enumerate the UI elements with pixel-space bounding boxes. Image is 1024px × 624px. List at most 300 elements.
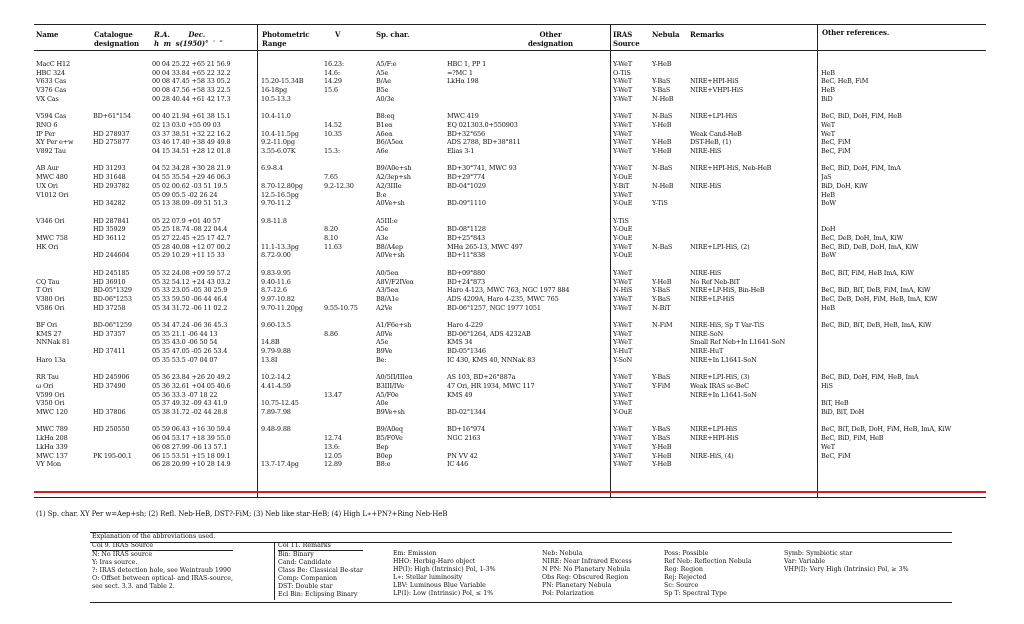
cell-name: ω Ori bbox=[36, 381, 54, 390]
table-row bbox=[0, 269, 1024, 277]
cell-remarks: NIRE-HiS, Sp T Var-TiS bbox=[690, 321, 765, 329]
cell-v: 12.89 bbox=[324, 460, 342, 469]
cell-other-designation: BD-02°1344 bbox=[447, 408, 486, 416]
cell-remarks: NIRE+LPI-HiS, (2) bbox=[690, 242, 750, 251]
cell-sp-char: A5e bbox=[376, 68, 389, 77]
table-row bbox=[0, 243, 1024, 251]
cell-iras: Y-TiS bbox=[613, 216, 629, 225]
cell-radec: 05 32 54.12 +24 43 03.2 bbox=[152, 277, 231, 286]
cell-photometric: 16-18pg bbox=[261, 86, 288, 95]
footnote: (1) Sp. char. XY Per w=Aep+sh; (2) Refl. Neb-HeB, DST?-FiM; (3) Neb like star-HeB; (4) High L∗+PN?+Ring Neb-HeB bbox=[36, 510, 448, 518]
abbrev-entry: O: Offset between optical- and IRAS-source, bbox=[92, 575, 234, 582]
cell-radec: 04 55 35.54 +29 46 06.3 bbox=[152, 173, 231, 182]
cell-nebula: Y-HeB bbox=[652, 120, 672, 129]
cell-sp-char: B/Ae bbox=[376, 77, 391, 86]
cell-name: V350 Ori bbox=[36, 399, 65, 408]
cell-nebula: N-HeB bbox=[652, 181, 674, 190]
cell-radec: 00 08 47.56 +58 33 22.5 bbox=[152, 86, 231, 95]
cell-photometric: 13.8I bbox=[261, 355, 278, 364]
abbrev-title: Explanation of the abbreviations used. bbox=[92, 533, 216, 540]
cell-other-references: HeB bbox=[821, 68, 835, 77]
abbrev-entry: Cand: Candidate bbox=[278, 559, 332, 566]
cell-iras: Y-WeT bbox=[613, 268, 633, 277]
header-nebula: Nebula bbox=[652, 30, 680, 39]
cell-sp-char: A0Ve+sh bbox=[376, 251, 405, 260]
cell-name: V346 Ori bbox=[36, 216, 65, 225]
table-row bbox=[0, 147, 1024, 155]
abbrev-entry: Ref Neb: Reflection Nebula bbox=[664, 558, 752, 565]
abbreviations-table bbox=[90, 532, 952, 602]
abbrev-bottom-rule bbox=[90, 602, 952, 603]
cell-other-references: BeC, FiM bbox=[821, 138, 851, 147]
abbrev-col-heading bbox=[393, 542, 496, 550]
cell-catalogue: HD 34282 bbox=[93, 199, 126, 208]
cell-photometric: 9.79-9.88 bbox=[261, 347, 291, 356]
cell-radec: 05 25 18.74 -08 22 04.4 bbox=[152, 225, 228, 234]
abbrev-entry: Obs Reg: Obscured Region bbox=[542, 574, 629, 581]
cell-radec: 05 29 10.29 +11 15 33 bbox=[152, 251, 225, 260]
abbrev-entry: DST: Double star bbox=[278, 583, 333, 590]
cell-v: 16.23: bbox=[324, 60, 344, 68]
cell-name: AB Aur bbox=[36, 164, 59, 173]
cell-sp-char: A0Ve+sh bbox=[376, 199, 405, 208]
cell-catalogue: HD 36112 bbox=[93, 234, 126, 242]
abbrev-entry: Y: Iras source. bbox=[92, 559, 138, 566]
cell-other-references: BeC, BiT, DeB, DoH, FiM, HeB, ImA, KiW bbox=[821, 425, 952, 434]
cell-remarks: NIRE+LP-HiS, Bin-HeB bbox=[690, 286, 765, 295]
cell-catalogue: HD 37411 bbox=[93, 347, 126, 356]
cell-radec: 05 35 47.05 -05 26 53.4 bbox=[152, 347, 228, 356]
cell-other-designation: BD+29°774 bbox=[447, 173, 486, 182]
cell-radec: 05 27 22.45 +25 17 42.7 bbox=[152, 234, 231, 242]
abbrev-col-heading bbox=[664, 542, 752, 550]
cell-photometric: 13.7-17.4pg bbox=[261, 460, 299, 469]
red-rule bbox=[34, 491, 986, 493]
cell-iras: Y-WeT bbox=[613, 442, 633, 451]
cell-other-references: BeC, DeB, DoH, ImA, KiW bbox=[821, 234, 904, 242]
cell-nebula: Y-FiM bbox=[652, 381, 671, 390]
cell-other-references: BoW bbox=[821, 199, 836, 208]
cell-name: XY Per e+w bbox=[36, 138, 74, 147]
cell-remarks: NIRE-HiS bbox=[690, 181, 722, 190]
abbrev-entry: Symb: Symbiotic star bbox=[784, 550, 853, 557]
cell-radec: 05 13 38.09 -09 51 51.3 bbox=[152, 199, 228, 208]
table-row bbox=[0, 373, 1024, 381]
abbrev-entry: NIRE: Near Infrared Excess bbox=[542, 558, 632, 565]
cell-other-designation: IC 430, KMS 40, NNNak 83 bbox=[447, 355, 536, 364]
cell-catalogue: HD 275877 bbox=[93, 138, 130, 147]
cell-remarks: Weak Cand-HeB bbox=[690, 129, 742, 138]
cell-name: MWC 758 bbox=[36, 234, 68, 242]
cell-sp-char: B5/F0Ve bbox=[376, 434, 403, 443]
cell-catalogue: BD-06°1259 bbox=[93, 321, 132, 329]
cell-sp-char: B9Ve+sh bbox=[376, 408, 405, 416]
cell-name: IP Per bbox=[36, 129, 56, 138]
table-row bbox=[0, 278, 1024, 286]
cell-name: MWC 120 bbox=[36, 408, 68, 416]
cell-iras: Y-OuE bbox=[613, 199, 633, 208]
cell-other-designation: Elias 3-1 bbox=[447, 147, 475, 155]
cell-iras: Y-WeT bbox=[613, 60, 633, 68]
cell-sp-char: B5e bbox=[376, 86, 389, 95]
abbrev-col-remarks-2 bbox=[393, 542, 496, 598]
cell-iras: Y-SoN bbox=[613, 355, 633, 364]
cell-sp-char: A2/3ep+sh bbox=[376, 173, 411, 182]
cell-name: LkHα 208 bbox=[36, 434, 68, 443]
cell-nebula: Y-HeB bbox=[652, 460, 672, 469]
cell-sp-char: B8/A1e bbox=[376, 294, 399, 303]
cell-other-references: HiS bbox=[821, 381, 833, 390]
cell-other-designation: KMS 49 bbox=[447, 390, 473, 399]
cell-other-designation: BD+32°656 bbox=[447, 129, 486, 138]
cell-photometric: 6.9-8.4 bbox=[261, 164, 283, 173]
cell-name: V586 Ori bbox=[36, 303, 65, 312]
cell-v: 15.6 bbox=[324, 86, 338, 95]
abbrev-entry: Sc: Source bbox=[664, 582, 699, 589]
cell-catalogue: HD 244604 bbox=[93, 251, 130, 260]
cell-radec: 05 35 21.1 -06 44 13 bbox=[152, 329, 218, 338]
cell-catalogue: HD 35929 bbox=[93, 225, 126, 234]
cell-other-references: WeT bbox=[821, 442, 835, 451]
cell-sp-char: A5/F0e bbox=[376, 390, 399, 399]
cell-remarks: NIRE-HuT bbox=[690, 347, 724, 356]
cell-iras: Y-WeT bbox=[613, 138, 633, 147]
cell-nebula: Y-BaS bbox=[652, 294, 671, 303]
table-row bbox=[0, 199, 1024, 207]
cell-catalogue: PK 195-00.1 bbox=[93, 451, 132, 460]
abbrev-col-remarks-5 bbox=[784, 542, 909, 574]
cell-other-references: WeT bbox=[821, 129, 835, 138]
table-row bbox=[0, 295, 1024, 303]
cell-other-designation: BD-06°1257, NGC 1977 1051 bbox=[447, 303, 541, 312]
cell-other-designation: IC 446 bbox=[447, 460, 469, 469]
cell-photometric: 10.75-12.45 bbox=[261, 399, 299, 408]
cell-radec: 05 09 05.5 -02 26 24 bbox=[152, 190, 218, 199]
table-row bbox=[0, 408, 1024, 416]
cell-other-designation: MHα 265-13, MWC 497 bbox=[447, 242, 523, 251]
cell-photometric: 10.2-14.2 bbox=[261, 373, 291, 382]
bottom-rule bbox=[34, 497, 986, 498]
cell-sp-char: B9Ve bbox=[376, 347, 393, 356]
cell-nebula: N-BaS bbox=[652, 242, 673, 251]
abbrev-entry: see sect. 3.3. and Table 2. bbox=[92, 583, 175, 590]
cell-remarks: DST-HeB, (1) bbox=[690, 138, 732, 147]
cell-nebula: Y-BaS bbox=[652, 77, 671, 86]
cell-iras: Y-WeT bbox=[613, 242, 633, 251]
table-row bbox=[0, 443, 1024, 451]
cell-iras: Y-OuE bbox=[613, 234, 633, 242]
cell-iras: Y-WeT bbox=[613, 294, 633, 303]
cell-photometric: 4.41-4.59 bbox=[261, 381, 291, 390]
cell-v: 8.20 bbox=[324, 225, 338, 234]
table-row bbox=[0, 391, 1024, 399]
cell-name: RR Tau bbox=[36, 373, 59, 382]
abbrev-col-iras bbox=[92, 542, 233, 591]
cell-sp-char: B:e bbox=[376, 190, 387, 199]
cell-sp-char: B8:e bbox=[376, 460, 391, 469]
table-row bbox=[0, 321, 1024, 329]
cell-name: RNO 6 bbox=[36, 120, 58, 129]
cell-radec: 06 28 20.99 +10 28 14.9 bbox=[152, 460, 231, 469]
cell-other-designation: BD-08°1128 bbox=[447, 225, 486, 234]
cell-sp-char: B0ep bbox=[376, 451, 393, 460]
cell-v: 8.10 bbox=[324, 234, 338, 242]
cell-remarks: NIRE-HiS, (4) bbox=[690, 451, 734, 460]
cell-other-designation: BD-05°1346 bbox=[447, 347, 486, 356]
cell-sp-char: A2/3IIIe bbox=[376, 181, 402, 190]
cell-nebula: N-BiT bbox=[652, 303, 671, 312]
cell-remarks: NIRE+In L1641-SoN bbox=[690, 390, 757, 399]
cell-other-references: BeC, BiD, BiT, DeB, FiM, ImA, KiW bbox=[821, 286, 931, 295]
cell-sp-char: A0/5eα bbox=[376, 268, 399, 277]
top-rule bbox=[34, 24, 986, 25]
cell-other-designation: =?MC 1 bbox=[447, 68, 473, 77]
cell-iras: Y-WeT bbox=[613, 460, 633, 469]
cell-other-designation: NGC 2163 bbox=[447, 434, 481, 443]
cell-radec: 03 46 17.40 +38 49 49.8 bbox=[152, 138, 231, 147]
table-row bbox=[0, 69, 1024, 77]
cell-nebula: Y-HeB bbox=[652, 138, 672, 147]
cell-catalogue: HD 31648 bbox=[93, 173, 126, 182]
cell-other-references: BeC, FiM bbox=[821, 451, 851, 460]
abbrev-entry: N: No IRAS source bbox=[92, 551, 153, 558]
table-row bbox=[0, 225, 1024, 233]
cell-iras: Y-WeT bbox=[613, 381, 633, 390]
abbrev-entry: Ecl Bin: Eclipsing Binary bbox=[278, 591, 358, 598]
cell-photometric: 11.1-13.3pg bbox=[261, 242, 299, 251]
header-v: V bbox=[335, 30, 341, 39]
cell-photometric: 12.5-16.5pg bbox=[261, 190, 299, 199]
abbrev-entry: LBV: Luminous Blue Variable bbox=[393, 582, 486, 589]
cell-photometric: 3.55-6.07K bbox=[261, 147, 296, 155]
cell-other-designation: AS 103, BD+26°887a bbox=[447, 373, 516, 382]
cell-sp-char: A0/3e bbox=[376, 94, 395, 103]
cell-iras: Y-OuE bbox=[613, 408, 633, 416]
table-row bbox=[0, 104, 1024, 112]
cell-sp-char: B9/A0eq bbox=[376, 425, 403, 434]
cell-sp-char: A5e bbox=[376, 225, 389, 234]
abbrev-entry: VHP(I): Very High (Intrinsic) Pol, ≥ 3% bbox=[784, 566, 909, 573]
cell-name: V594 Cas bbox=[36, 112, 67, 121]
cell-radec: 05 34 47.24 -06 36 45.3 bbox=[152, 321, 228, 329]
table-row bbox=[0, 312, 1024, 320]
cell-other-designation: BD+30°741, MWC 93 bbox=[447, 164, 517, 173]
cell-v: 12.05 bbox=[324, 451, 342, 460]
abbrev-entry: Var: Variable bbox=[784, 558, 826, 565]
cell-remarks: NIRE+LPI-HiS bbox=[690, 112, 738, 121]
table-row bbox=[0, 365, 1024, 373]
cell-photometric: 8.70-12.80pg bbox=[261, 181, 303, 190]
cell-radec: 00 08 47.45 +58 33 05.2 bbox=[152, 77, 231, 86]
cell-iras: Y-WeT bbox=[613, 277, 633, 286]
cell-radec: 03 37 38.51 +32 22 16.2 bbox=[152, 129, 231, 138]
cell-other-designation: MWC 419 bbox=[447, 112, 479, 121]
cell-other-designation: Haro 4-123, MWC 763, NGC 1977 884 bbox=[447, 286, 570, 295]
table-row bbox=[0, 251, 1024, 259]
cell-radec: 06 08 27.99 -06 13 57.1 bbox=[152, 442, 228, 451]
cell-radec: 05 28 40.08 +12 07 00.2 bbox=[152, 242, 231, 251]
cell-remarks: NIRE-SoN bbox=[690, 329, 724, 338]
cell-photometric: 9.2-11.0pg bbox=[261, 138, 295, 147]
table-row bbox=[0, 121, 1024, 129]
abbrev-col-heading: Col 11. Remarks bbox=[278, 542, 363, 551]
cell-catalogue: BD-05°1329 bbox=[93, 286, 132, 295]
cell-sp-char: B8:eq bbox=[376, 112, 395, 121]
abbrev-entry: ?: IRAS detection hole, see Weintraub 1990 bbox=[92, 567, 231, 574]
cell-iras: Y-WeT bbox=[613, 425, 633, 434]
cell-remarks: NIRE+HPI-HiS, Neb-HeB bbox=[690, 164, 772, 173]
cell-other-references: BeC, BiD, FiM, HeB bbox=[821, 434, 884, 443]
cell-radec: 04 52 34.28 +30 28 21.9 bbox=[152, 164, 231, 173]
cell-other-references: BeC, BiD, BiT, DeB, HeB, ImA, KiW bbox=[821, 321, 932, 329]
cell-other-designation: LkHα 198 bbox=[447, 77, 479, 86]
table-row bbox=[0, 399, 1024, 407]
cell-nebula: Y-HeB bbox=[652, 60, 672, 68]
cell-name: HK Ori bbox=[36, 242, 59, 251]
cell-radec: 05 22 07.9 +01 40 57 bbox=[152, 216, 221, 225]
cell-nebula: Y-BaS bbox=[652, 434, 671, 443]
cell-name: V376 Cas bbox=[36, 86, 67, 95]
cell-other-designation: 47 Ori, HR 1934, MWC 117 bbox=[447, 381, 535, 390]
cell-radec: 05 36 32.61 +04 05 40.6 bbox=[152, 381, 231, 390]
abbrev-entry: Neb: Nebula bbox=[542, 550, 583, 557]
cell-other-designation: BD+16°974 bbox=[447, 425, 486, 434]
cell-iras: Y-BiT bbox=[613, 181, 630, 190]
cell-other-references: BeC, BiT, FiM, HeB ImA, KiW bbox=[821, 268, 914, 277]
cell-photometric: 10.5-13.3 bbox=[261, 94, 291, 103]
cell-name: KMS 27 bbox=[36, 329, 62, 338]
cell-radec: 05 33 59.50 -06 44 46.4 bbox=[152, 294, 228, 303]
table-row bbox=[0, 425, 1024, 433]
cell-other-references: WeT bbox=[821, 120, 835, 129]
cell-sp-char: A3e bbox=[376, 234, 389, 242]
cell-iras: Y-WeT bbox=[613, 338, 633, 347]
cell-radec: 05 59 06.43 +16 30 59.4 bbox=[152, 425, 231, 434]
table-row bbox=[0, 173, 1024, 181]
cell-catalogue: HD 37806 bbox=[93, 408, 126, 416]
cell-sp-char: A0/5II/IIIeα bbox=[376, 373, 413, 382]
cell-radec: 00 40 21.94 +61 38 15.1 bbox=[152, 112, 231, 121]
abbrev-entry: PN: Planetary Nebula bbox=[542, 582, 612, 589]
cell-sp-char: A5e bbox=[376, 338, 389, 347]
cell-sp-char: A5/F:e bbox=[376, 60, 397, 68]
cell-radec: 06 04 53.17 +18 39 55.0 bbox=[152, 434, 231, 443]
cell-photometric: 9.40-11.6 bbox=[261, 277, 291, 286]
cell-remarks: NIRE+HPI-HiS bbox=[690, 77, 739, 86]
cell-name: V892 Tau bbox=[36, 147, 66, 155]
cell-iras: Y-WeT bbox=[613, 94, 633, 103]
cell-nebula: N-HeB bbox=[652, 94, 674, 103]
cell-v: 8.86 bbox=[324, 329, 338, 338]
cell-name: V599 Ori bbox=[36, 390, 65, 399]
cell-iras: Y-OuE bbox=[613, 225, 633, 234]
cell-radec: 05 02 00.62 -03 51 19.5 bbox=[152, 181, 228, 190]
cell-iras: Y-HuT bbox=[613, 347, 633, 356]
table-row bbox=[0, 347, 1024, 355]
cell-radec: 04 15 34.51 +28 12 01.8 bbox=[152, 147, 231, 155]
table-row bbox=[0, 112, 1024, 120]
cell-radec: 06 15 53.51 +15 18 09.1 bbox=[152, 451, 231, 460]
table-row bbox=[0, 338, 1024, 346]
cell-catalogue: HD 37357 bbox=[93, 329, 126, 338]
cell-nebula: Y-BaS bbox=[652, 286, 671, 295]
cell-sp-char: A0e bbox=[376, 399, 389, 408]
cell-sp-char: A1/F6e+sh bbox=[376, 321, 412, 329]
cell-other-designation: BD+25°843 bbox=[447, 234, 486, 242]
cell-radec: 00 28 40.44 +61 42 17.3 bbox=[152, 94, 231, 103]
cell-name: V1012 Ori bbox=[36, 190, 69, 199]
table-row bbox=[0, 234, 1024, 242]
cell-iras: Y-WeT bbox=[613, 399, 633, 408]
cell-photometric: 15.20-15.34B bbox=[261, 77, 304, 86]
cell-sp-char: A6e bbox=[376, 147, 389, 155]
abbrev-entry: Class Be: Classical Be-star bbox=[278, 567, 363, 574]
cell-radec: 00 04 25.22 +65 21 56.9 bbox=[152, 60, 231, 68]
table-row bbox=[0, 191, 1024, 199]
cell-photometric: 9.8-11.8 bbox=[261, 216, 287, 225]
cell-sp-char: Bep bbox=[376, 442, 389, 451]
cell-name: UX Ori bbox=[36, 181, 58, 190]
cell-other-designation: HBC 1, PP 1 bbox=[447, 60, 487, 68]
cell-radec: 05 33 23.05 -05 30 25.9 bbox=[152, 286, 228, 295]
cell-name: V380 Ori bbox=[36, 294, 65, 303]
cell-remarks: NIRE+In L1641-SoN bbox=[690, 355, 757, 364]
table-row bbox=[0, 164, 1024, 172]
abbrev-entry: N PN: No Planetary Nebula bbox=[542, 566, 631, 573]
cell-name: T Ori bbox=[36, 286, 53, 295]
cell-photometric: 9.70-11.20pg bbox=[261, 303, 303, 312]
cell-name: VY Mon bbox=[36, 460, 61, 469]
cell-name: MacC H12 bbox=[36, 60, 70, 68]
cell-photometric: 9.97-10.82 bbox=[261, 294, 295, 303]
cell-name: MWC 789 bbox=[36, 425, 68, 434]
cell-name: Haro 13a bbox=[36, 355, 66, 364]
cell-iras: Y-OuE bbox=[613, 251, 633, 260]
cell-name: NNNak 81 bbox=[36, 338, 71, 347]
cell-nebula: Y-HeB bbox=[652, 442, 672, 451]
abbrev-entry: Reg: Region bbox=[664, 566, 703, 573]
cell-catalogue: HD 37258 bbox=[93, 303, 126, 312]
cell-photometric: 9.83-9.95 bbox=[261, 268, 291, 277]
cell-sp-char: B8/A4ep bbox=[376, 242, 403, 251]
cell-photometric: 9.48-9.88 bbox=[261, 425, 291, 434]
cell-other-references: BeC, BiD, DeB, DoH, ImA, KiW bbox=[821, 242, 919, 251]
cell-iras: Y-WeT bbox=[613, 112, 633, 121]
cell-photometric: 8.7-12.6 bbox=[261, 286, 287, 295]
cell-iras: Y-WeT bbox=[613, 373, 633, 382]
cell-other-references: HeB bbox=[821, 190, 835, 199]
cell-nebula: Y-TiS bbox=[652, 199, 668, 208]
cell-v: 9.55-10.75 bbox=[324, 303, 358, 312]
cell-nebula: Y-BaS bbox=[652, 373, 671, 382]
cell-other-designation: PN VV 42 bbox=[447, 451, 478, 460]
cell-sp-char: A6eα bbox=[376, 129, 393, 138]
table-row bbox=[0, 156, 1024, 164]
header-sp: Sp. char. bbox=[376, 30, 410, 39]
cell-iras: Y-WeT bbox=[613, 147, 633, 155]
cell-photometric: 10.4-11.0 bbox=[261, 112, 291, 121]
cell-iras: Y-WeT bbox=[613, 120, 633, 129]
cell-photometric: 10.4-11.5pg bbox=[261, 129, 299, 138]
cell-other-designation: Haro 4-229 bbox=[447, 321, 483, 329]
cell-other-designation: BD-06°1264, ADS 4232AB bbox=[447, 329, 531, 338]
header-photometric: Photometric Range bbox=[262, 30, 310, 48]
table-row bbox=[0, 208, 1024, 216]
abbrev-entry: Bin: Binary bbox=[278, 551, 314, 558]
cell-v: 10.35 bbox=[324, 129, 342, 138]
cell-iras: Y-OuE bbox=[613, 173, 633, 182]
cell-sp-char: B6/A5eα bbox=[376, 138, 404, 147]
